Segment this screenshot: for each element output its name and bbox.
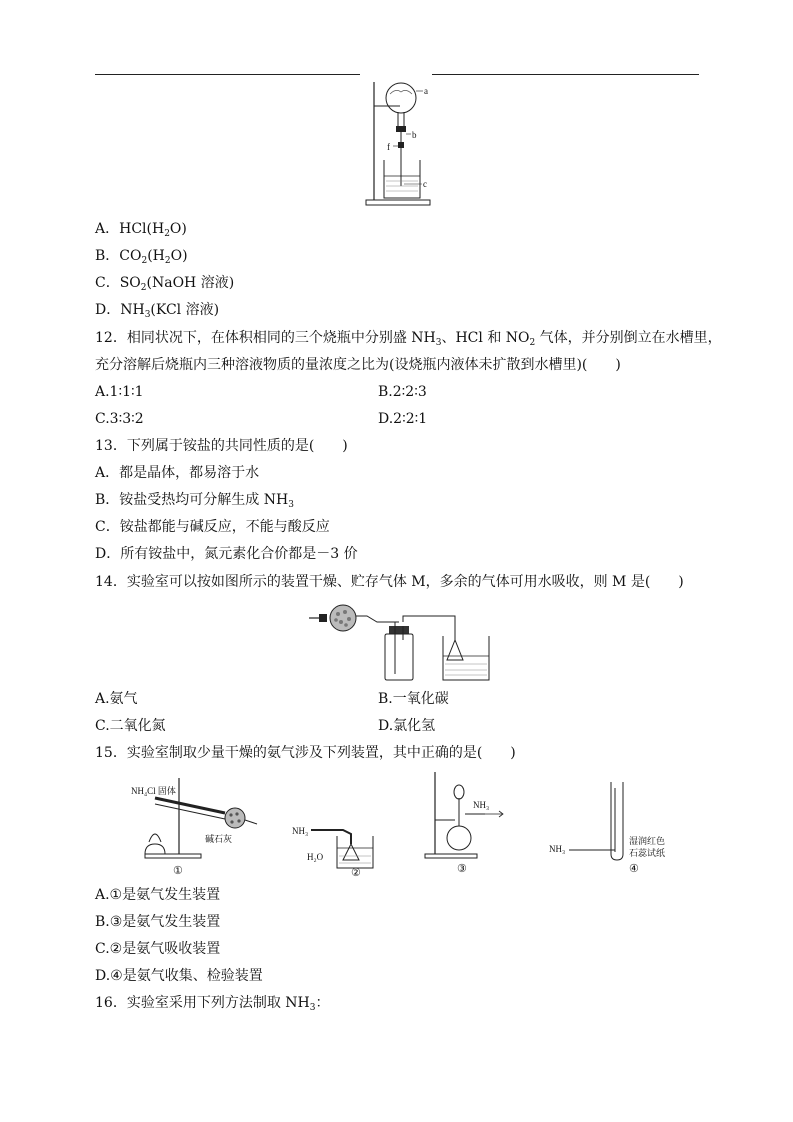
apparatus-4 bbox=[549, 782, 665, 875]
label-nh4cl: NH₄Cl 固体 bbox=[131, 786, 176, 796]
q15-option-a: A.①是氨气发生装置 bbox=[95, 887, 221, 903]
q12-stem-line1: 12．相同状况下，在体积相同的三个烧瓶中分别盛 $NH_3$、HCl 和 $NO_2$ 气体，并分别倒立在水槽里， bbox=[95, 330, 722, 348]
label-b: b bbox=[412, 130, 417, 140]
q13-option-d: D．所有铵盐中，氮元素化合价都是－3 价 bbox=[95, 546, 358, 562]
header-rule-left bbox=[95, 74, 360, 75]
q14-drying-storage-apparatus-figure bbox=[305, 600, 495, 684]
q13-option-b: B．铵盐受热均可分解生成 $NH_3$ bbox=[95, 492, 294, 510]
q11-option-a: A．$HCl(H_2O)$ bbox=[95, 221, 187, 239]
label-c: c bbox=[423, 179, 427, 189]
apparatus-2 bbox=[292, 826, 373, 879]
q14-option-d: D.氯化氢 bbox=[378, 718, 436, 734]
q15-option-c: C.②是氨气吸收装置 bbox=[95, 941, 221, 957]
label-1: ① bbox=[173, 864, 183, 877]
q13-stem: 13．下列属于铵盐的共同性质的是( ) bbox=[95, 438, 348, 454]
q11-fountain-apparatus-figure bbox=[360, 76, 440, 210]
q15-option-b: B.③是氨气发生装置 bbox=[95, 914, 221, 930]
label-nh3-left: NH₃ bbox=[549, 844, 566, 854]
q12-option-c: C.3∶3∶2 bbox=[95, 411, 144, 427]
q11-option-d: D．$NH_3(KCl$ 溶液) bbox=[95, 302, 220, 320]
label-nh3-out: NH₃ bbox=[473, 800, 490, 810]
apparatus-3 bbox=[425, 772, 503, 875]
label-litmus-1: 湿润红色 bbox=[629, 836, 666, 846]
label-f: f bbox=[387, 142, 390, 152]
q12-stem-line2: 充分溶解后烧瓶内三种溶液物质的量浓度之比为(设烧瓶内液体未扩散到水槽里)( ) bbox=[95, 357, 621, 373]
q15-apparatus-figure bbox=[125, 768, 700, 880]
label-2: ② bbox=[351, 866, 361, 879]
q12-option-d: D.2∶2∶1 bbox=[378, 411, 428, 427]
q14-option-a: A.氨气 bbox=[95, 691, 138, 707]
q14-option-b: B.一氧化碳 bbox=[378, 691, 449, 707]
q16-stem: 16．实验室采用下列方法制取 $NH_3$： bbox=[95, 995, 330, 1013]
q15-stem: 15．实验室制取少量干燥的氨气涉及下列装置，其中正确的是( ) bbox=[95, 745, 516, 761]
label-h2o: H₂O bbox=[307, 852, 324, 862]
q11-option-b: B．$CO_2(H_2O)$ bbox=[95, 248, 188, 266]
apparatus-1 bbox=[131, 778, 257, 877]
q12-option-a: A.1∶1∶1 bbox=[95, 384, 144, 400]
q15-option-d: D.④是氨气收集、检验装置 bbox=[95, 968, 263, 984]
label-nh3-in: NH₃ bbox=[292, 826, 309, 836]
q11-option-c: C．$SO_2(NaOH$ 溶液) bbox=[95, 275, 235, 293]
q12-option-b: B.2∶2∶3 bbox=[378, 384, 427, 400]
label-a: a bbox=[424, 86, 428, 96]
label-litmus-2: 石蕊试纸 bbox=[629, 848, 666, 858]
q13-option-c: C．铵盐都能与碱反应，不能与酸反应 bbox=[95, 519, 330, 535]
q13-option-a: A．都是晶体，都易溶于水 bbox=[95, 465, 260, 481]
q14-option-c: C.二氧化氮 bbox=[95, 718, 166, 734]
q14-stem: 14．实验室可以按如图所示的装置干燥、贮存气体 M，多余的气体可用水吸收，则 M 是( ) bbox=[95, 574, 684, 590]
label-soda-lime: 碱石灰 bbox=[205, 834, 233, 844]
label-3: ③ bbox=[457, 862, 467, 875]
header-rule-right bbox=[432, 74, 699, 75]
label-4: ④ bbox=[629, 862, 639, 875]
